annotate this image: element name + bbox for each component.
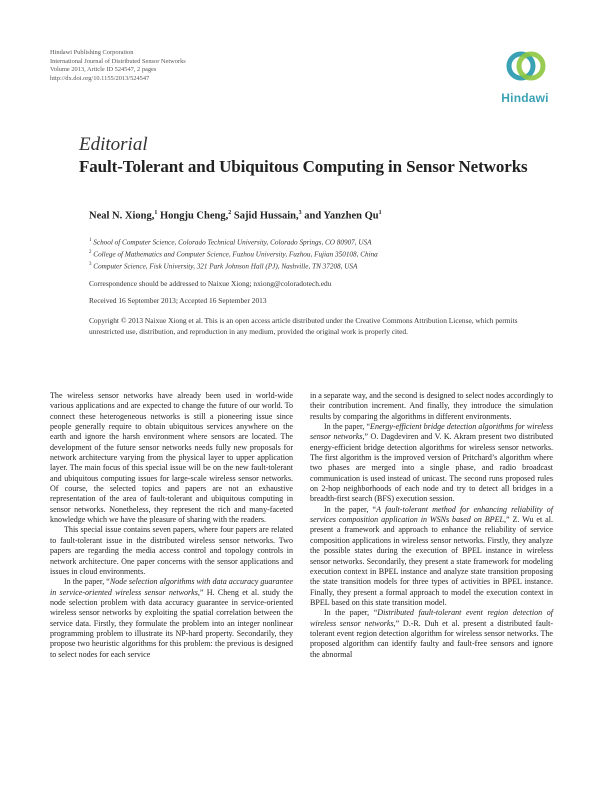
paragraph: [310, 608, 553, 660]
paragraph-text: ,” Z. Wu et al. present a framework and approach to enhance the reliability of service composition applications in wireless sensor networks. Firstly, they analyze the possible states during the execution of BPEL instance in wireless sensor networks. Secondarily, they present a state framework for modeling execution context in BPEL instance and analyze state transition proposing the state transition models for three types of activities in BPEL instance. Finally, they present a formal approach to model the execution context in BPEL based on this state transition model.: [310, 515, 553, 607]
affiliation-item: [89, 260, 378, 272]
affiliation-text: College of Mathematics and Computer Science, Fuzhou University, Fuzhou, Fujian 350108, China: [93, 250, 378, 259]
article-title: Fault-Tolerant and Ubiquitous Computing in Sensor Networks: [79, 157, 528, 176]
paragraph: The wireless sensor networks have already been used in world-wide various applications and are expected to change the future of our world. To connect these heterogeneous networks is still a pioneering issue since people generally require to obtain ubiquitous services anywhere on the earth and ignore the harsh environment where sensors are located. The development of the future sensor networks needs fully new proposals for network architecture varying from the physical layer to upper application layer. The main focus of this special issue will be on the new fault-tolerant and ubiquitous computing issues for large-scale wireless sensor networks. Of course, the selected topics and papers are not an exhaustive representation of the area of fault-tolerant and ubiquitous computing in sensor networks. Nonetheless, they represent the rich and many-faceted knowledge which we have the pleasure of sharing with the readers.: [50, 391, 293, 525]
paragraph-text: ,” D.-R. Duh et al. present a distributed fault-tolerant event region detection algorithm for wireless sensor networks. The proposed algorithm can identify faulty and fault-free sensors and ignore the abnormal: [310, 618, 554, 659]
body-column-left: [50, 391, 293, 660]
paragraph: [50, 577, 293, 660]
paragraph: [310, 422, 553, 505]
hindawi-logo-text: Hindawi: [501, 91, 549, 105]
paragraph: [310, 505, 553, 608]
paragraph-text: In the paper, “: [64, 577, 110, 587]
affiliation-item: [89, 248, 378, 260]
author-name: Sajid Hussain,: [233, 210, 299, 222]
received-dates: Received 16 September 2013; Accepted 16 September 2013: [89, 296, 267, 305]
author-affiliation-marker: 3: [298, 210, 302, 216]
affiliation-number: 1: [89, 238, 92, 243]
affiliation-item: [89, 236, 378, 248]
author-affiliation-marker: 2: [228, 210, 232, 216]
cited-paper-title: Node selection algorithms with data accuracy guarantee in service-oriented wireless sensor networks: [50, 577, 293, 597]
paragraph-text: In the paper, “: [324, 608, 378, 618]
affiliations: [89, 236, 378, 272]
cited-paper-title: A fault-tolerant method for enhancing reliability of services composition application in WSNs based on BPEL: [310, 504, 553, 525]
article-type: Editorial: [79, 134, 148, 155]
volume-line: Volume 2013, Article ID 524547, 2 pages: [50, 66, 157, 74]
affiliation-number: 2: [89, 249, 92, 255]
doi-link[interactable]: http://dx.doi.org/10.1155/2013/524547: [50, 74, 150, 82]
publisher-line: Hindawi Publishing Corporation: [50, 49, 134, 56]
paragraph-text: ,” O. Dagdeviren and V. K. Akram present two distributed energy-efficient bridge detection algorithms for wireless sensor networks. The first algorithm is the improved version of Pritchard’s algorithm where two phases are merged into a single phase, and radio broadcast communication is used instead of unicast. The second runs proposed rules on 2-hop neighborhoods of each node and try to detect all bridges in a breadth-first search (BFS) execution session.: [310, 432, 553, 504]
author-name: Neal N. Xiong,: [89, 210, 155, 222]
journal-line: International Journal of Distributed Sensor Networks: [50, 57, 186, 65]
paragraph-text: ,” H. Cheng et al. study the node selection problem with data accuracy guarantee in service-oriented wireless sensor networks by exploiting the spatial correlation between the service data. Firstly, they formulate the problem into an integer nonlinear programming problem to illustrate its NP-hard property. Secondarily, they propose two heuristic algorithms for this problem: the previous is designed to select nodes for each service: [50, 587, 293, 659]
paragraph: This special issue contains seven papers, where four papers are related to fault-tolerant issue in the distributed wireless sensor networks. Two papers are regarding the media access control and topology controls in network architecture. One paper concerns with the sensor applications and issues in cloud environments.: [50, 525, 293, 576]
affiliation-text: School of Computer Science, Colorado Technical University, Colorado Springs, CO 80907, USA: [93, 238, 372, 247]
affiliation-number: 3: [89, 261, 92, 267]
cited-paper-title: Distributed fault-tolerant event region detection of wireless sensor networks: [310, 608, 554, 628]
affiliation-text: Computer Science, Fisk University, 321 Park Johnson Hall (PJ), Nashville, TN 37208, USA: [93, 262, 358, 271]
copyright-notice: Copyright © 2013 Naixue Xiong et al. This is an open access article distributed under the Creative Commons Attribution License, which permits unrestricted use, distribution, and reproduction in any medium, provided the original work is properly cited.: [89, 316, 518, 336]
cited-paper-title: Energy-efficient bridge detection algorithms for wireless sensor networks: [310, 422, 553, 442]
paragraph: in a separate way, and the second is designed to select nodes accordingly to their contribution increment. And finally, they introduce the simulation results by comparing the algorithms in different environments.: [310, 391, 553, 421]
author-name: and Yanzhen Qu: [304, 210, 379, 222]
body-column-right: [310, 391, 553, 660]
paragraph-text: In the paper, “: [324, 422, 371, 432]
author-list: [89, 210, 382, 222]
author-name: Hongju Cheng,: [159, 210, 229, 222]
author-affiliation-marker: 1: [154, 210, 158, 216]
author-affiliation-marker: 1: [378, 210, 382, 216]
journal-header: [50, 49, 186, 83]
paragraph-text: In the paper, “: [324, 504, 377, 514]
correspondence-note: Correspondence should be addressed to Naixue Xiong; nxiong@coloradotech.edu: [89, 279, 332, 288]
